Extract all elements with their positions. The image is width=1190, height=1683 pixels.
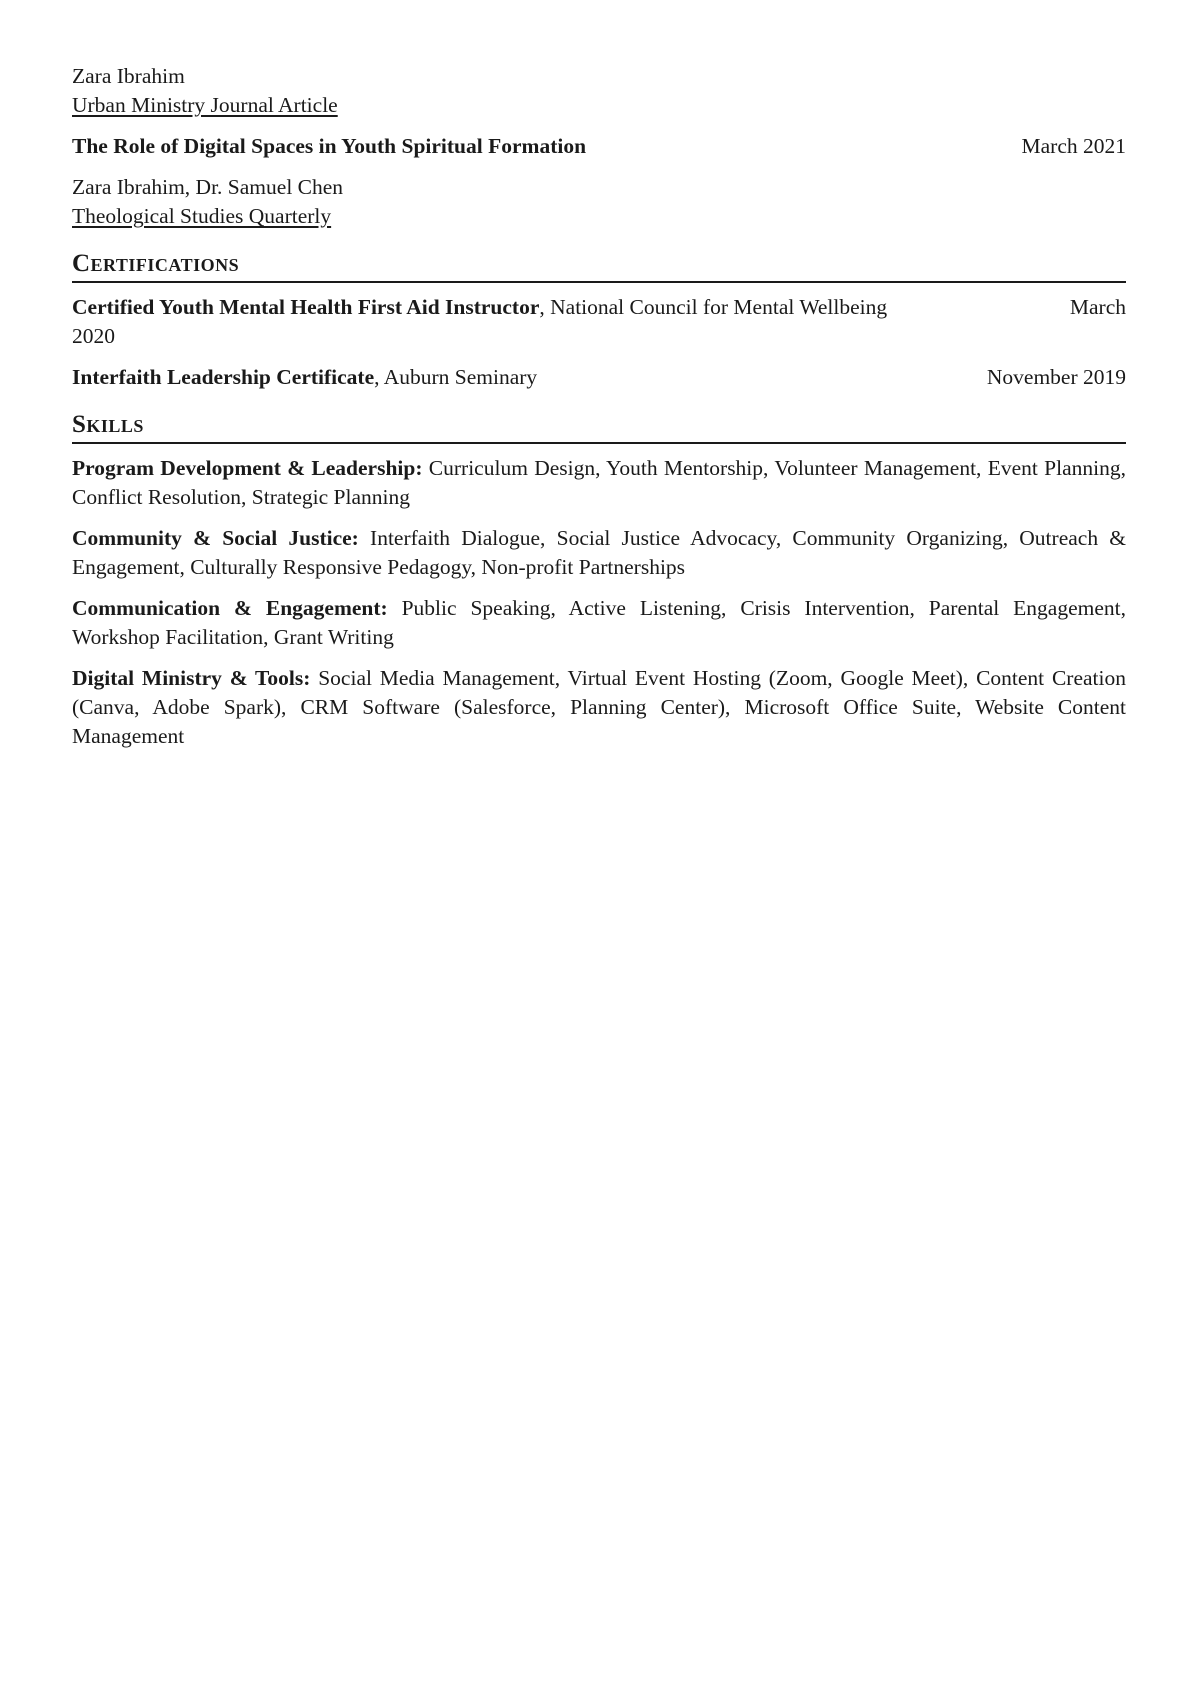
section-heading-skills: Skills: [72, 410, 1126, 444]
skill-group-label: Communication & Engagement:: [72, 596, 388, 620]
resume-page: [72, 62, 1126, 763]
skill-group-text: Social Media Management, Virtual Event Hosting (Zoom, Google Meet), Content Creation (Canva, Adobe Spark), CRM Software (Salesforce, Planning Center), Microsoft Office Suite, Website Content Management: [72, 666, 1126, 748]
publication-venue: Theological Studies Quarterly: [72, 204, 332, 228]
certification-text: [72, 293, 887, 322]
certification-name: Interfaith Leadership Certificate: [72, 365, 375, 389]
certification-item: [72, 363, 1126, 392]
certification-line: [72, 293, 1126, 322]
spacer: [72, 351, 1126, 363]
skill-group: [72, 664, 1126, 751]
publication-authors: Zara Ibrahim: [72, 64, 185, 88]
publication-authors: Zara Ibrahim, Dr. Samuel Chen: [72, 175, 344, 199]
certification-date: November 2019: [986, 365, 1126, 389]
certification-issuer: , Auburn Seminary: [374, 365, 538, 389]
skill-group: [72, 454, 1126, 512]
skill-group-label: Digital Ministry & Tools:: [72, 666, 311, 690]
skill-group: [72, 594, 1126, 652]
certification-item: [72, 293, 1126, 351]
certification-date-year: 2020: [72, 324, 115, 348]
certification-date: March: [1069, 295, 1126, 319]
skill-group-label: Community & Social Justice:: [72, 526, 359, 550]
section-heading-certifications: Certifications: [72, 249, 1126, 283]
spacer: [72, 161, 1126, 173]
skill-group-text: Interfaith Dialogue, Social Justice Advocacy, Community Organizing, Outreach & Engagement, Culturally Responsive Pedagogy, Non-profit Partnerships: [72, 526, 1127, 579]
publication-date: March 2021: [1021, 134, 1126, 158]
publication-venue: Urban Ministry Journal Article: [72, 93, 338, 117]
skill-group: [72, 524, 1126, 582]
publication-title: The Role of Digital Spaces in Youth Spiritual Formation: [72, 134, 587, 158]
certification-text: [72, 363, 537, 392]
publication-header: [72, 132, 1126, 161]
spacer: [72, 120, 1126, 132]
certification-issuer: , National Council for Mental Wellbeing: [539, 295, 888, 319]
certification-name: Certified Youth Mental Health First Aid Instructor: [72, 295, 540, 319]
skill-group-text: Curriculum Design, Youth Mentorship, Volunteer Management, Event Planning, Conflict Resolution, Strategic Planning: [72, 456, 1126, 509]
skill-group-text: Public Speaking, Active Listening, Crisis Intervention, Parental Engagement, Workshop Facilitation, Grant Writing: [72, 596, 1126, 649]
skill-group-label: Program Development & Leadership:: [72, 456, 423, 480]
